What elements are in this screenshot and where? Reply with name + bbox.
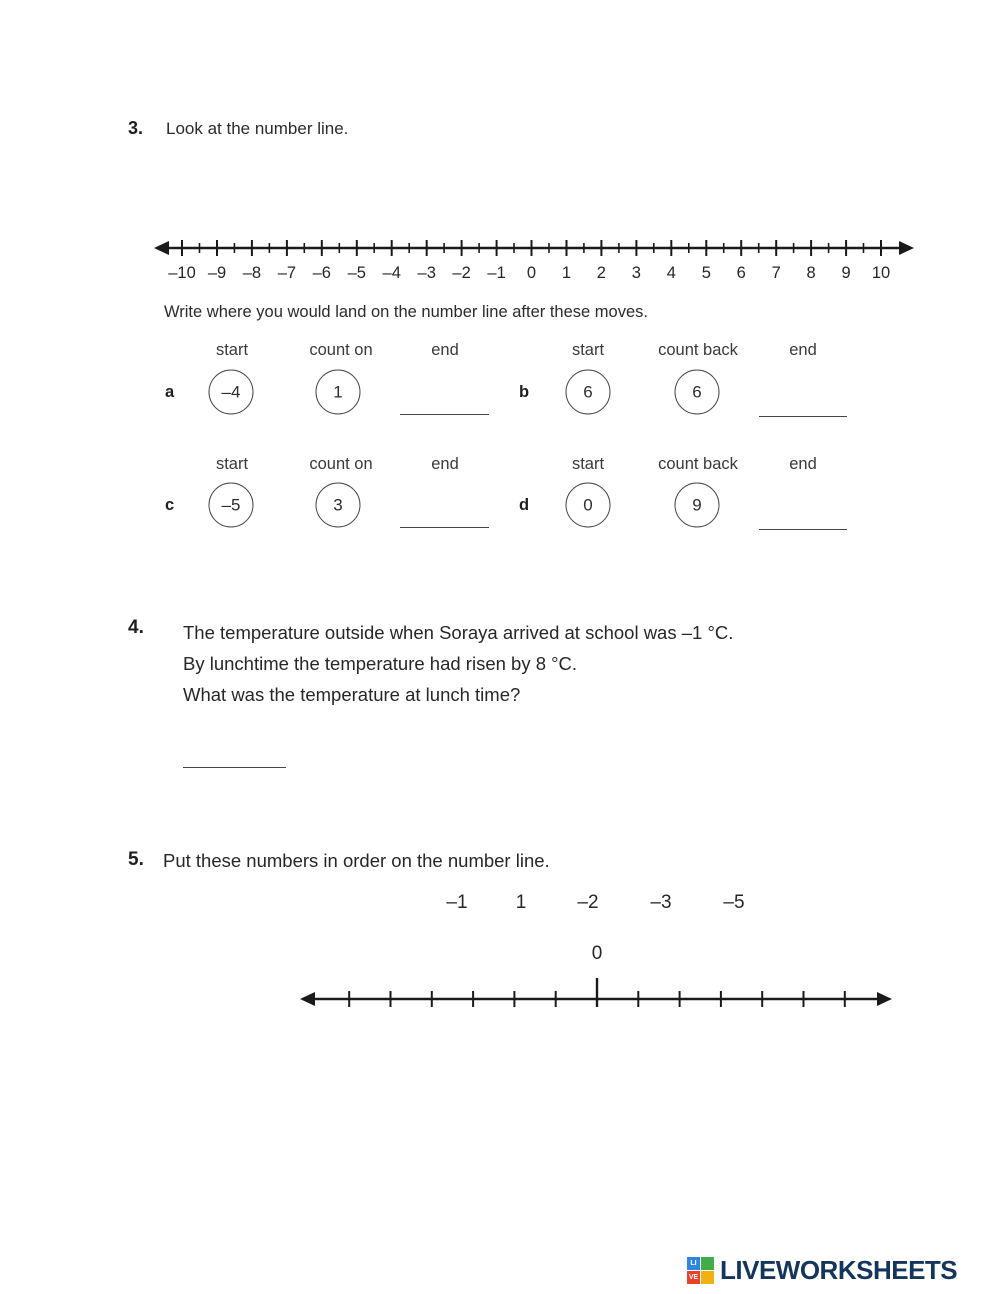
- header-start-2b: start: [571, 455, 605, 473]
- logo-square-1: LI: [687, 1257, 700, 1270]
- row-label-c: c: [165, 496, 175, 514]
- question-4-line-2: By lunchtime the temperature had risen by 8 °C.: [183, 653, 578, 674]
- circle-d-start: 0: [566, 483, 611, 528]
- liveworksheets-logo-icon: [687, 1257, 714, 1284]
- liveworksheets-brand: [687, 1255, 957, 1286]
- header-count-on-1: count on: [309, 341, 373, 359]
- header-start-1a: start: [215, 341, 249, 359]
- question-3-number: 3.: [128, 118, 144, 138]
- svg-text:–7: –7: [277, 264, 297, 282]
- header-end-1b: end: [789, 341, 817, 359]
- svg-text:–6: –6: [312, 264, 331, 282]
- q5-number-token-4[interactable]: –3: [650, 892, 672, 913]
- circle-a-start: –4: [209, 370, 254, 415]
- logo-square-2: [701, 1257, 714, 1270]
- answer-blank-d[interactable]: [759, 514, 847, 530]
- answer-blank-q4[interactable]: [183, 752, 286, 768]
- question-4-line-3: What was the temperature at lunch time?: [183, 684, 521, 705]
- circle-c-start: –5: [209, 483, 254, 528]
- svg-text:5: 5: [701, 264, 711, 282]
- svg-text:8: 8: [806, 264, 816, 282]
- q5-zero-label: 0: [591, 943, 603, 964]
- circle-b-move: 6: [675, 370, 720, 415]
- row-label-b: b: [519, 383, 530, 401]
- logo-square-3: VE: [687, 1271, 700, 1284]
- svg-text:7: 7: [771, 264, 781, 282]
- answer-blank-b[interactable]: [759, 401, 847, 417]
- svg-text:3: 3: [631, 264, 641, 282]
- header-count-on-2: count on: [309, 455, 373, 473]
- header-start-1b: start: [571, 341, 605, 359]
- header-start-2a: start: [215, 455, 249, 473]
- question-3-instruction: Write where you would land on the number line after these moves.: [164, 303, 648, 321]
- svg-text:9: 9: [841, 264, 851, 282]
- answer-blank-c[interactable]: [400, 512, 489, 528]
- number-line-q3: [152, 228, 916, 286]
- question-4-line-1: The temperature outside when Soraya arrived at school was –1 °C.: [183, 622, 734, 643]
- q5-number-token-1[interactable]: –1: [446, 892, 468, 913]
- header-end-1a: end: [431, 341, 459, 359]
- circle-a-move: 1: [316, 370, 361, 415]
- question-4-number: 4.: [128, 617, 144, 638]
- header-end-2b: end: [789, 455, 817, 473]
- q5-number-token-2[interactable]: 1: [515, 892, 527, 913]
- svg-text:–10: –10: [168, 264, 196, 282]
- circle-b-start: 6: [566, 370, 611, 415]
- row-label-a: a: [165, 383, 175, 401]
- question-5-number: 5.: [128, 849, 144, 870]
- svg-text:–3: –3: [417, 264, 436, 282]
- svg-text:–9: –9: [207, 264, 227, 282]
- number-line-q5: [298, 977, 894, 1021]
- question-5-prompt: Put these numbers in order on the number line.: [163, 850, 550, 871]
- header-count-back-2: count back: [658, 455, 738, 473]
- question-3-prompt: Look at the number line.: [166, 119, 349, 138]
- circle-c-move: 3: [316, 483, 361, 528]
- svg-text:4: 4: [666, 264, 676, 282]
- svg-text:0: 0: [526, 264, 537, 282]
- svg-text:–5: –5: [347, 264, 366, 282]
- logo-square-4: [701, 1271, 714, 1284]
- svg-text:2: 2: [596, 264, 606, 282]
- circle-d-move: 9: [675, 483, 720, 528]
- svg-text:1: 1: [561, 264, 572, 282]
- svg-text:6: 6: [736, 264, 746, 282]
- answer-blank-a[interactable]: [400, 399, 489, 415]
- header-count-back-1: count back: [658, 341, 738, 359]
- svg-text:10: 10: [871, 264, 891, 282]
- svg-text:–2: –2: [452, 264, 471, 282]
- q5-number-token-3[interactable]: –2: [577, 892, 599, 913]
- svg-text:–1: –1: [487, 264, 506, 282]
- liveworksheets-brand-text: LIVEWORKSHEETS: [720, 1255, 958, 1285]
- row-label-d: d: [519, 496, 530, 514]
- svg-text:–8: –8: [242, 264, 262, 282]
- svg-text:–4: –4: [382, 264, 401, 282]
- header-end-2a: end: [431, 455, 459, 473]
- q5-number-token-5[interactable]: –5: [723, 892, 745, 913]
